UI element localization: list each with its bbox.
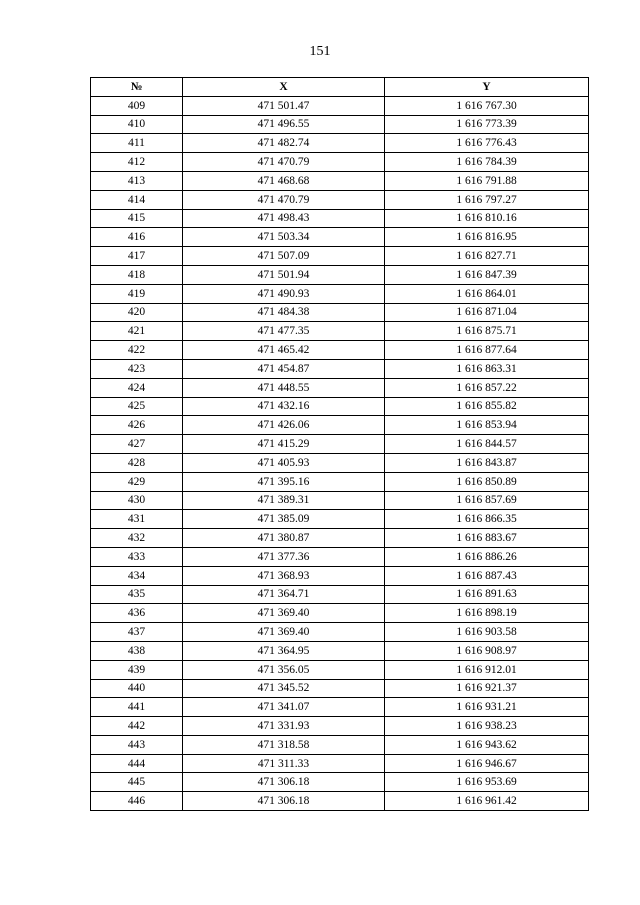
cell-number: 438	[91, 641, 183, 660]
cell-number: 431	[91, 510, 183, 529]
cell-number: 423	[91, 359, 183, 378]
cell-number: 418	[91, 265, 183, 284]
cell-number: 433	[91, 547, 183, 566]
cell-y: 1 616 871.04	[385, 303, 589, 322]
table-row	[91, 96, 589, 115]
cell-number: 410	[91, 115, 183, 134]
cell-number: 434	[91, 566, 183, 585]
cell-number: 439	[91, 660, 183, 679]
table-header-row	[91, 78, 589, 97]
table-row	[91, 341, 589, 360]
table-row	[91, 209, 589, 228]
cell-y: 1 616 855.82	[385, 397, 589, 416]
cell-y: 1 616 863.31	[385, 359, 589, 378]
cell-y: 1 616 961.42	[385, 792, 589, 811]
page-number: 151	[309, 44, 331, 59]
table-row	[91, 397, 589, 416]
cell-y: 1 616 943.62	[385, 735, 589, 754]
cell-number: 446	[91, 792, 183, 811]
table-row	[91, 115, 589, 134]
cell-number: 424	[91, 378, 183, 397]
cell-y: 1 616 844.57	[385, 435, 589, 454]
table-row	[91, 171, 589, 190]
cell-number: 436	[91, 604, 183, 623]
cell-number: 420	[91, 303, 183, 322]
cell-number: 409	[91, 96, 183, 115]
cell-x: 471 477.35	[183, 322, 385, 341]
cell-number: 443	[91, 735, 183, 754]
cell-number: 445	[91, 773, 183, 792]
cell-x: 471 454.87	[183, 359, 385, 378]
cell-number: 411	[91, 134, 183, 153]
table-row	[91, 547, 589, 566]
cell-number: 429	[91, 472, 183, 491]
cell-y: 1 616 797.27	[385, 190, 589, 209]
cell-x: 471 311.33	[183, 754, 385, 773]
table-row	[91, 585, 589, 604]
cell-y: 1 616 875.71	[385, 322, 589, 341]
cell-x: 471 306.18	[183, 792, 385, 811]
cell-number: 432	[91, 529, 183, 548]
cell-x: 471 345.52	[183, 679, 385, 698]
table-row	[91, 322, 589, 341]
table-row	[91, 623, 589, 642]
cell-x: 471 507.09	[183, 247, 385, 266]
cell-y: 1 616 877.64	[385, 341, 589, 360]
cell-number: 430	[91, 491, 183, 510]
table-row	[91, 416, 589, 435]
table-body	[91, 96, 589, 810]
cell-y: 1 616 953.69	[385, 773, 589, 792]
table-row	[91, 529, 589, 548]
cell-number: 440	[91, 679, 183, 698]
table-row	[91, 660, 589, 679]
cell-x: 471 405.93	[183, 453, 385, 472]
cell-x: 471 380.87	[183, 529, 385, 548]
cell-x: 471 468.68	[183, 171, 385, 190]
table-row	[91, 153, 589, 172]
cell-number: 417	[91, 247, 183, 266]
cell-y: 1 616 850.89	[385, 472, 589, 491]
table-row	[91, 453, 589, 472]
cell-y: 1 616 946.67	[385, 754, 589, 773]
cell-x: 471 306.18	[183, 773, 385, 792]
cell-x: 471 364.95	[183, 641, 385, 660]
cell-x: 471 465.42	[183, 341, 385, 360]
cell-number: 414	[91, 190, 183, 209]
table-row	[91, 510, 589, 529]
cell-number: 416	[91, 228, 183, 247]
cell-x: 471 389.31	[183, 491, 385, 510]
cell-x: 471 341.07	[183, 698, 385, 717]
cell-x: 471 470.79	[183, 153, 385, 172]
cell-x: 471 490.93	[183, 284, 385, 303]
table-row	[91, 265, 589, 284]
table-row	[91, 378, 589, 397]
column-header-y: Y	[385, 78, 589, 97]
cell-x: 471 331.93	[183, 717, 385, 736]
table-row	[91, 228, 589, 247]
cell-x: 471 364.71	[183, 585, 385, 604]
table-row	[91, 134, 589, 153]
cell-y: 1 616 853.94	[385, 416, 589, 435]
cell-x: 471 501.47	[183, 96, 385, 115]
table-row	[91, 717, 589, 736]
cell-number: 442	[91, 717, 183, 736]
table-row	[91, 754, 589, 773]
cell-y: 1 616 784.39	[385, 153, 589, 172]
column-header-number: №	[91, 78, 183, 97]
table-row	[91, 284, 589, 303]
cell-y: 1 616 847.39	[385, 265, 589, 284]
cell-x: 471 503.34	[183, 228, 385, 247]
cell-number: 413	[91, 171, 183, 190]
cell-y: 1 616 921.37	[385, 679, 589, 698]
column-header-x: X	[183, 78, 385, 97]
cell-number: 426	[91, 416, 183, 435]
cell-y: 1 616 827.71	[385, 247, 589, 266]
cell-x: 471 369.40	[183, 604, 385, 623]
cell-x: 471 448.55	[183, 378, 385, 397]
cell-x: 471 377.36	[183, 547, 385, 566]
cell-x: 471 395.16	[183, 472, 385, 491]
table-row	[91, 435, 589, 454]
cell-y: 1 616 773.39	[385, 115, 589, 134]
cell-x: 471 356.05	[183, 660, 385, 679]
cell-x: 471 385.09	[183, 510, 385, 529]
cell-x: 471 496.55	[183, 115, 385, 134]
cell-x: 471 368.93	[183, 566, 385, 585]
table-row	[91, 679, 589, 698]
cell-x: 471 369.40	[183, 623, 385, 642]
cell-y: 1 616 767.30	[385, 96, 589, 115]
table-row	[91, 472, 589, 491]
coordinates-table	[90, 77, 589, 811]
table-row	[91, 641, 589, 660]
cell-y: 1 616 810.16	[385, 209, 589, 228]
cell-x: 471 501.94	[183, 265, 385, 284]
cell-y: 1 616 864.01	[385, 284, 589, 303]
cell-number: 412	[91, 153, 183, 172]
cell-y: 1 616 866.35	[385, 510, 589, 529]
cell-x: 471 432.16	[183, 397, 385, 416]
cell-number: 427	[91, 435, 183, 454]
cell-y: 1 616 886.26	[385, 547, 589, 566]
cell-y: 1 616 912.01	[385, 660, 589, 679]
cell-number: 428	[91, 453, 183, 472]
cell-number: 435	[91, 585, 183, 604]
table-row	[91, 566, 589, 585]
cell-y: 1 616 903.58	[385, 623, 589, 642]
cell-x: 471 415.29	[183, 435, 385, 454]
cell-y: 1 616 791.88	[385, 171, 589, 190]
cell-y: 1 616 938.23	[385, 717, 589, 736]
cell-x: 471 484.38	[183, 303, 385, 322]
cell-y: 1 616 891.63	[385, 585, 589, 604]
cell-y: 1 616 816.95	[385, 228, 589, 247]
cell-number: 422	[91, 341, 183, 360]
cell-x: 471 482.74	[183, 134, 385, 153]
cell-y: 1 616 887.43	[385, 566, 589, 585]
cell-x: 471 470.79	[183, 190, 385, 209]
cell-number: 444	[91, 754, 183, 773]
cell-y: 1 616 883.67	[385, 529, 589, 548]
cell-number: 437	[91, 623, 183, 642]
cell-x: 471 318.58	[183, 735, 385, 754]
cell-number: 425	[91, 397, 183, 416]
table-row	[91, 491, 589, 510]
table-row	[91, 247, 589, 266]
table-row	[91, 604, 589, 623]
cell-y: 1 616 857.69	[385, 491, 589, 510]
cell-y: 1 616 898.19	[385, 604, 589, 623]
cell-y: 1 616 931.21	[385, 698, 589, 717]
cell-number: 415	[91, 209, 183, 228]
table-row	[91, 735, 589, 754]
table-row	[91, 190, 589, 209]
cell-y: 1 616 776.43	[385, 134, 589, 153]
cell-y: 1 616 908.97	[385, 641, 589, 660]
cell-y: 1 616 843.87	[385, 453, 589, 472]
table-row	[91, 359, 589, 378]
cell-x: 471 426.06	[183, 416, 385, 435]
cell-number: 441	[91, 698, 183, 717]
cell-number: 421	[91, 322, 183, 341]
table-row	[91, 303, 589, 322]
table-row	[91, 698, 589, 717]
table-row	[91, 773, 589, 792]
cell-x: 471 498.43	[183, 209, 385, 228]
table-row	[91, 792, 589, 811]
cell-number: 419	[91, 284, 183, 303]
cell-y: 1 616 857.22	[385, 378, 589, 397]
